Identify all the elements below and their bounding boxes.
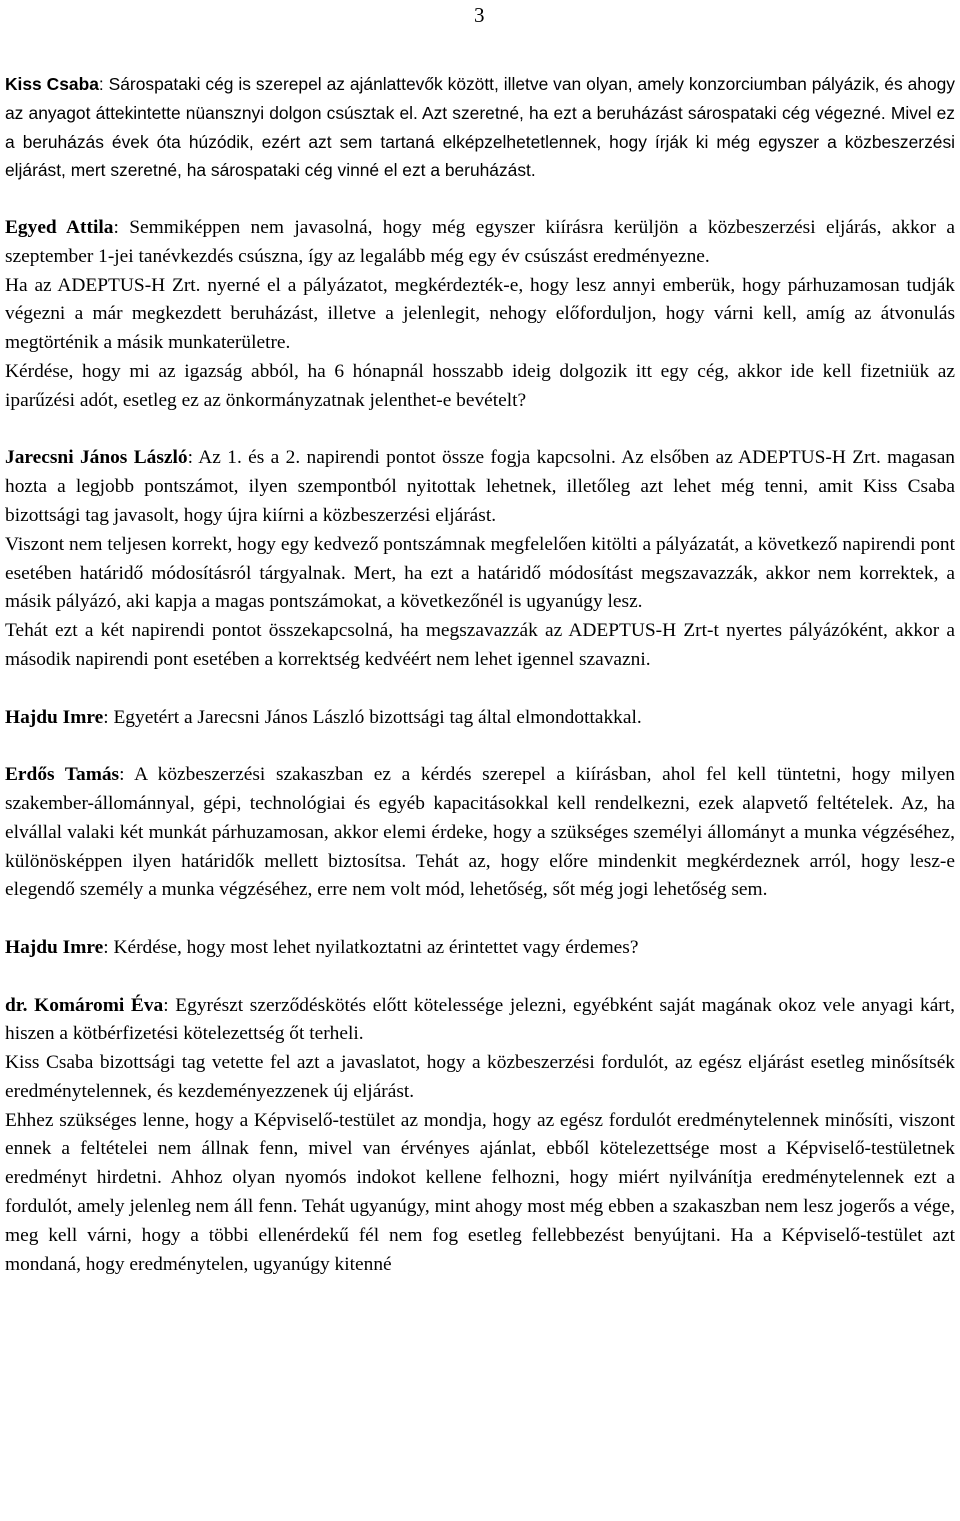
paragraph-jarecsni-janos-laszlo: [5, 444, 955, 530]
paragraph-text: : Semmiképpen nem javasolná, hogy még egyszer kiírásra kerüljön a közbeszerzési eljárás, akkor a szeptember 1-jei tanévkezdés csúszna, így az legalább még egy év csúszást eredményezne.: [5, 216, 955, 267]
speaker-name: Jarecsni János László: [5, 447, 188, 469]
paragraph-text: Ha az ADEPTUS-H Zrt. nyerné el a pályázatot, megkérdezték-e, hogy lesz annyi emberük, hogy párhuzamosan tudják végezni a már megkezdett beruházást, illetve a jelenlegit, nehogy előforduljon, hogy várni kell, amíg az átvonulás megtörténik a másik munkaterületre.: [5, 274, 955, 354]
paragraph-continuation: [5, 358, 955, 416]
paragraph-text: Tehát ezt a két napirendi pontot összekapcsolná, ha megszavazzák az ADEPTUS-H Zrt-t nyertes pályázóként, akkor a második napirendi pont esetében a korrektség kedvéért nem lehet igennel szavazni.: [5, 620, 955, 670]
paragraph-continuation: [5, 1049, 955, 1107]
page-number: 3: [474, 3, 485, 27]
document-body: [5, 70, 955, 1279]
paragraph-continuation: [5, 1107, 955, 1280]
speaker-name: Erdős Tamás: [5, 764, 120, 786]
paragraph-kiss-csaba: [5, 70, 955, 185]
paragraph-text: Kiss Csaba bizottsági tag vetette fel azt a javaslatot, hogy a közbeszerzési fordulót, az egész eljárást esetleg minősítsék eredménytelennek, és kezdeményezzenek új eljárást.: [5, 1052, 955, 1102]
paragraph-text: : Kérdése, hogy most lehet nyilatkoztatni az érintettet vagy érdemes?: [103, 936, 639, 958]
speaker-name: Kiss Csaba: [5, 74, 99, 94]
paragraph-erdos-tamas: [5, 761, 955, 905]
paragraph-hajdu-imre: [5, 934, 955, 963]
speaker-name: Egyed Attila: [5, 216, 114, 238]
paragraph-continuation: [5, 617, 955, 675]
speaker-name: dr. Komáromi Éva: [5, 994, 164, 1016]
paragraph-text: : Egyetért a Jarecsni János László bizottsági tag által elmondottakkal.: [103, 706, 642, 728]
paragraph-continuation: [5, 272, 955, 358]
paragraph-text: Kérdése, hogy mi az igazság abból, ha 6 hónapnál hosszabb ideig dolgozik itt egy cég, akkor ide kell fizetniük az iparűzési adót, esetleg ez az önkormányzatnak jelenthet-e bevételt?: [5, 360, 955, 411]
paragraph-text: : A közbeszerzési szakaszban ez a kérdés szerepel a kiírásban, ahol fel kell tüntetni, hogy milyen szakember-állománnyal, gépi, technológiai és egyéb kapacitásokkal kell rendelkezni, ezek alapvető feltételek. Az, ha elvállal valaki két munkát párhuzamosan, akkor elemi érdeke, hogy a szükséges személyi állományt a munka végzéséhez, különösképpen ilyen határidők mellett biztosítsa. Tehát az, hogy előre mindenkit megkérdeznek arról, hogy lesz-e elegendő személy a munka végzéséhez, erre nem volt mód, lehetőség, sőt még jogi lehetőség sem.: [5, 764, 955, 901]
paragraph-egyed-attila: [5, 214, 955, 272]
paragraph-text: : Egyrészt szerződéskötés előtt kötelessége jelezni, egyébként saját magának okoz vele anyagi kárt, hiszen a kötbérfizetési kötelezettség őt terheli.: [5, 994, 955, 1045]
paragraph-continuation: [5, 531, 955, 617]
paragraph-text: : Sárospataki cég is szerepel az ajánlattevők között, illetve van olyan, amely konzorciumban pályázik, és ahogy az anyagot áttekintette nüansznyi dolgon csúsztak el. Azt szeretné, ha ezt a beruházást sárospataki cég végezné. Mivel ez a beruházás évek óta húzódik, ezért azt sem tartaná elképzelhetetlennek, hogy írják ki még egyszer a közbeszerzési eljárást, mert szeretné, ha sárospataki cég vinné el ezt a beruházást.: [5, 74, 955, 181]
paragraph-text: Ehhez szükséges lenne, hogy a Képviselő-testület az mondja, hogy az egész fordulót eredménytelennek minősíti, viszont ennek a feltételei nem állnak fenn, mivel van érvényes ajánlat, ebből kötelezettsége most a Képviselő-testületnek eredményt hirdetni. Ahhoz olyan nyomós indokot kellene felhozni, hogy miért nyilvánítja eredménytelennek ezt a fordulót, amely jelenleg nem áll fenn. Tehát ugyanúgy, mint ahogy most még ebben a szakaszban nem lesz jogerős a vége, meg kell várni, hogy a többi ellenérdekű fél nem fog esetleg fellebbezést benyújtani. Ha a Képviselő-testület azt mondaná, hogy eredménytelen, ugyanúgy kitenné: [5, 1109, 955, 1275]
paragraph-text: : Az 1. és a 2. napirendi pontot össze fogja kapcsolni. Az elsőben az ADEPTUS-H Zrt. magasan hozta a legjobb pontszámot, ilyen szempontból nyitottak lehetnek, illetőleg azt lehet még tenni, amit Kiss Csaba bizottsági tag javasolt, hogy újra kiírni a közbeszerzési eljárást.: [5, 447, 955, 526]
paragraph-text: Viszont nem teljesen korrekt, hogy egy kedvező pontszámnak megfelelően kitölti a pályázatát, a következő napirendi pont esetében határidő módosításról tárgyalnak. Mert, ha ezt a határidő módosítást megszavazzák, akkor nem korrektek, a másik pályázó, aki kapja a magas pontszámokat, a következőnél is ugyanúgy lesz.: [5, 533, 955, 613]
paragraph-hajdu-imre: [5, 704, 955, 733]
speaker-name: Hajdu Imre: [5, 706, 104, 728]
speaker-name: Hajdu Imre: [5, 936, 104, 958]
paragraph-dr-komaromi-eva: [5, 992, 955, 1050]
